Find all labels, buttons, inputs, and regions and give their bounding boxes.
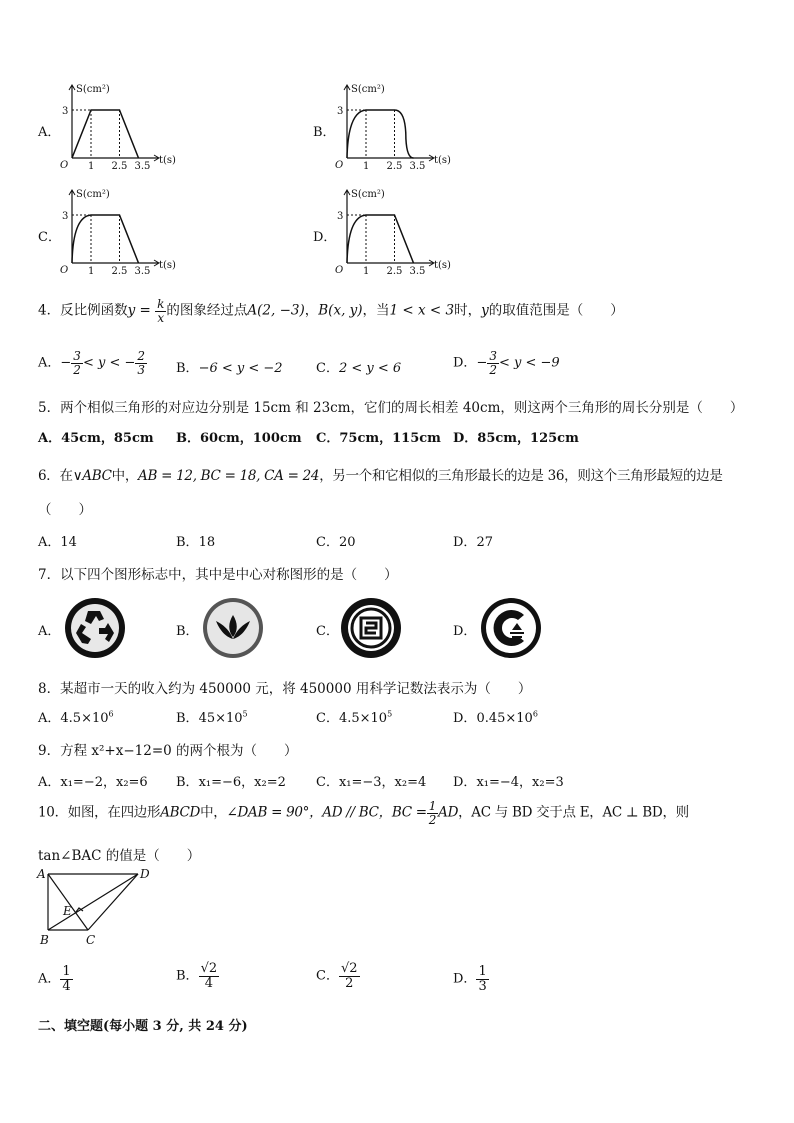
q4-point-b: B(x, y) (318, 302, 363, 319)
option-d-graph (333, 185, 453, 275)
c-mountain-logo-icon (480, 597, 542, 659)
q7-option-d-letter: D． (453, 624, 477, 639)
q6-option-b: B．18 (176, 535, 216, 550)
q9-option-a: A．x₁=−2，x₂=6 (38, 775, 148, 790)
x-tick-2-5: 2.5 (386, 161, 403, 170)
origin-label: O (335, 160, 344, 170)
q5-option-d: D．85cm，125cm (453, 431, 579, 446)
leaf-logo-icon (202, 597, 264, 659)
question-6-stem: 6．在∨ABC中，AB = 12, BC = 18, CA = 24，另一个和它相似的三角形最长的边是 36，则这个三角形最短的边是 (38, 468, 723, 484)
x-axis-label: t(s) (159, 260, 176, 271)
q6-sides: AB = 12, BC = 18, CA = 24 (138, 468, 320, 484)
y-tick-3: 3 (337, 211, 344, 222)
q8-option-d: D．$0.45\times 10^6$ (453, 709, 538, 726)
question-10-stem: 10．如图，在四边形ABCD中，∠DAB = 90°，AD // BC，BC = $\frac{1}{2}$ AD，AC 与 BD 交于点 E，AC ⊥ BD，则 (38, 799, 689, 827)
q5-option-a: A．45cm，85cm (38, 431, 154, 446)
option-c-graph (58, 185, 178, 275)
recycle-logo-icon (64, 597, 126, 659)
label-a: A (37, 867, 46, 881)
q4-option-c: C．2 < y < 6 (316, 361, 402, 376)
q6-paren: （ ） (38, 502, 92, 518)
x-tick-1: 1 (363, 266, 370, 275)
q8-option-a: A．$4.5\times 10^6$ (38, 709, 114, 726)
origin-label: O (335, 265, 344, 275)
label-b: B (40, 933, 49, 947)
q4-suffix: 的取值范围是（ ） (488, 302, 624, 319)
q10-quad: ABCD (160, 804, 201, 821)
y-axis-label: S(cm²) (76, 189, 110, 200)
quadrilateral-figure (34, 864, 164, 950)
s-t-curve (347, 215, 414, 263)
question-4-stem: 4．反比例函数y = $\frac{k}{x}$ 的图象经过点A(2, −3)，B(x, y)，当1 < x < 3时，y的取值范围是（ ） (38, 297, 624, 325)
question-9-stem: 9．方程 x²+x−12=0 的两个根为（ ） (38, 743, 298, 759)
s-t-curve (347, 110, 414, 158)
q6-option-a: A．14 (38, 535, 77, 550)
q8-option-b: B．$45\times 10^5$ (176, 709, 248, 726)
q4-condition: 1 < x < 3 (389, 302, 455, 319)
y-tick-3: 3 (62, 106, 69, 117)
square-ring-logo-icon (340, 597, 402, 659)
x-tick-3-5: 3.5 (134, 161, 151, 170)
x-tick-2-5: 2.5 (111, 266, 128, 275)
option-b-letter: B． (313, 125, 336, 140)
option-c-letter: C． (38, 230, 61, 245)
y-axis-label: S(cm²) (76, 84, 110, 95)
y-axis-label: S(cm²) (351, 189, 385, 200)
x-tick-1: 1 (88, 161, 95, 170)
x-tick-2-5: 2.5 (111, 161, 128, 170)
q10-option-d: D． $\frac{1}{3}$ (453, 964, 487, 994)
q4-func: y = (127, 302, 151, 319)
q4-mid: 的图象经过点 (166, 302, 248, 319)
q7-option-c-letter: C． (316, 624, 339, 639)
q10-line2: tan∠BAC 的值是（ ） (38, 848, 201, 864)
option-a-graph (58, 80, 178, 170)
q9-option-c: C．x₁=−3，x₂=4 (316, 775, 427, 790)
x-tick-1: 1 (88, 266, 95, 275)
q5-option-c: C．75cm，115cm (316, 431, 441, 446)
question-8-stem: 8．某超市一天的收入约为 450000 元，将 450000 用科学记数法表示为（ ） (38, 681, 532, 697)
x-tick-2-5: 2.5 (386, 266, 403, 275)
label-c: C (86, 933, 96, 947)
x-axis-label: t(s) (434, 260, 451, 271)
q10-option-c: C． $\frac{√2}{2}$ (316, 961, 358, 991)
option-b-graph (333, 80, 453, 170)
origin-label: O (60, 265, 69, 275)
q6-option-d: D．27 (453, 535, 493, 550)
q9-option-d: D．x₁=−4，x₂=3 (453, 775, 564, 790)
q4-option-b: B．−6 < y < −2 (176, 361, 283, 376)
label-e: E (63, 904, 72, 918)
label-d: D (140, 867, 150, 881)
q5-option-b: B．60cm，100cm (176, 431, 302, 446)
y-tick-3: 3 (337, 106, 344, 117)
origin-label: O (60, 160, 69, 170)
x-tick-3-5: 3.5 (409, 266, 426, 275)
q10-option-b: B． $\frac{√2}{4}$ (176, 961, 218, 991)
q9-option-b: B．x₁=−6，x₂=2 (176, 775, 286, 790)
q6-option-c: C．20 (316, 535, 356, 550)
s-t-curve (72, 110, 139, 158)
x-tick-1: 1 (363, 161, 370, 170)
q10-option-a: A． $\frac{1}{4}$ (38, 964, 71, 994)
x-tick-3-5: 3.5 (134, 266, 151, 275)
q7-option-a-letter: A． (38, 624, 61, 639)
q4-point-a: A(2, −3) (247, 302, 305, 319)
option-a-letter: A． (38, 125, 61, 140)
x-axis-label: t(s) (434, 155, 451, 166)
q4-option-a: A．− $\frac{3}{2}$ < y < − $\frac{2}{3}$ (38, 349, 145, 377)
q6-triangle: ∨ABC (72, 468, 112, 484)
option-d-letter: D． (313, 230, 337, 245)
x-tick-3-5: 3.5 (409, 161, 426, 170)
y-tick-3: 3 (62, 211, 69, 222)
q4-fraction: $\frac{k}{x}$ (157, 297, 165, 325)
question-7-stem: 7．以下四个图形标志中，其中是中心对称图形的是（ ） (38, 567, 398, 583)
y-axis-label: S(cm²) (351, 84, 385, 95)
question-5-stem: 5．两个相似三角形的对应边分别是 15cm 和 23cm，它们的周长相差 40cm，则这两个三角形的周长分别是（ ） (38, 400, 744, 416)
q7-option-b-letter: B． (176, 624, 199, 639)
q4-option-d: D．− $\frac{3}{2}$ < y < −9 (453, 349, 560, 377)
q4-prefix: 4．反比例函数 (38, 302, 128, 319)
q8-option-c: C．$4.5\times 10^5$ (316, 709, 393, 726)
q10-angle: ∠DAB = 90° (226, 804, 310, 821)
section-2-title: 二、填空题(每小题 3 分, 共 24 分) (38, 1019, 248, 1034)
x-axis-label: t(s) (159, 155, 176, 166)
s-t-curve (72, 215, 139, 263)
